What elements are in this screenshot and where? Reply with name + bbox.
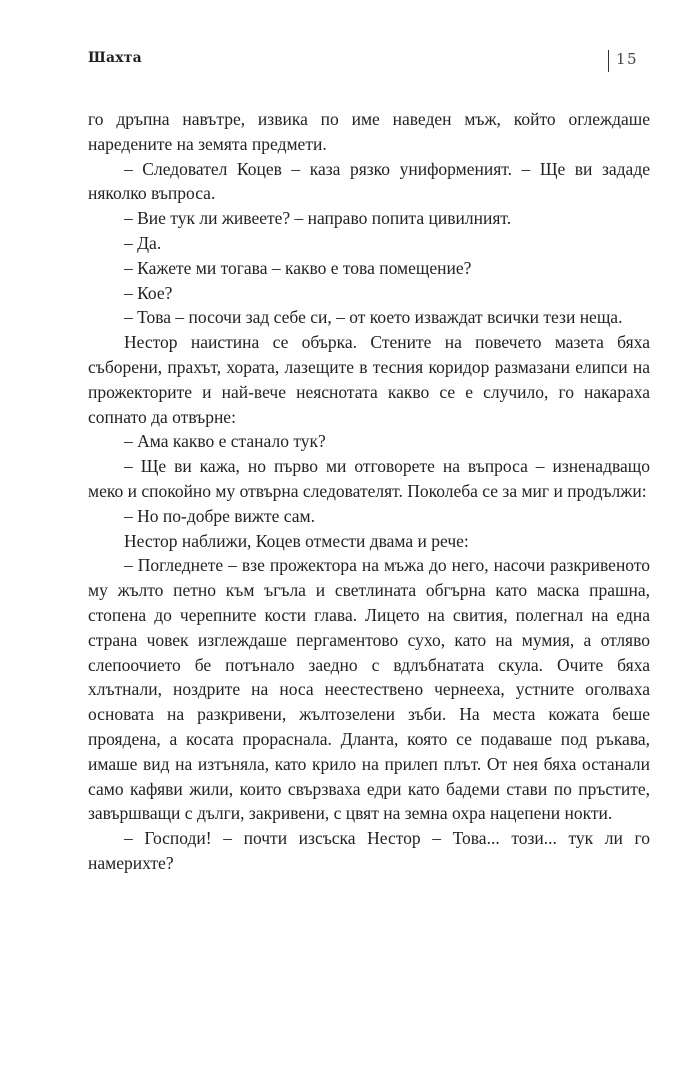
paragraph: – Вие тук ли живеете? – направо попита цивилният. [124,208,512,229]
paragraph: – Но по-добре вижте сам. [124,505,315,526]
paragraph: – Погледнете – взе прожектора на мъжа до него, насочи разкривеното му жълто петно към ъгъла и светлината обгърна като маска прашна, стопена до черепните кости глава. Лицето на свития, полегнал на една страна човек изглеждаше пергаментово сухо, като на мумия, а отляво слепоочието бе потънало заедно с вдлъбнатата скула. Очите бяха хлътнали, ноздрите на носа неестествено чернееха, устните оголваха основата на разкривени, жълтозелени зъби. На места кожата беше прояденa, а косата прораснала. Дланта, която се подаваше под ръкава, имаше вид на изтъняла, като крило на прилеп плът. От нея бяха останали само кафяви жили, които свързваха едри като бадеми стави по пръстите, завършващи с дълги, закривени, с цвят на земна охра нацепени нокти. [88,555,650,824]
paragraph: го дръпна навътре, извика по име наведен мъж, който оглеждаше наредените на земята предмети. [88,109,650,154]
paragraph: – Господи! – почти изсъска Нестор – Това... този... тук ли го намерихте? [88,828,650,873]
paragraph: – Ама какво е станало тук? [124,431,326,452]
paragraph: – Да. [124,232,162,253]
header-divider [608,50,609,72]
page-number: 15 [616,50,639,68]
paragraph: – Следовател Коцев – каза рязко униформеният. – Ще ви зададе няколко въпроса. [88,158,650,204]
paragraph: – Кое? [124,282,173,303]
paragraph: Нестор наистина се обърка. Стените на повечето мазета бяха съборени, прахът, хората, лазещите в тесния коридор размазани елипси на прожекторите и най-вече неяснотата какво се е случило, го накараха сопнато да отвърне: [88,332,650,427]
paragraph: – Ще ви кажа, но първо ми отговорете на въпроса – изненадващо меко и спокойно му отвърна следователят. Поколеба се за миг и продължи: [88,456,650,501]
paragraph: Нестор наближи, Коцев отмести двама и рече: [124,530,469,551]
paragraph: – Кажете ми тогава – какво е това помещение? [124,257,472,278]
body-text [88,107,650,876]
running-header [88,50,650,72]
paragraph: – Това – посочи зад себе си, – от което изваждат всички тези неща. [124,307,623,328]
chapter-title: Шахта [88,50,142,66]
